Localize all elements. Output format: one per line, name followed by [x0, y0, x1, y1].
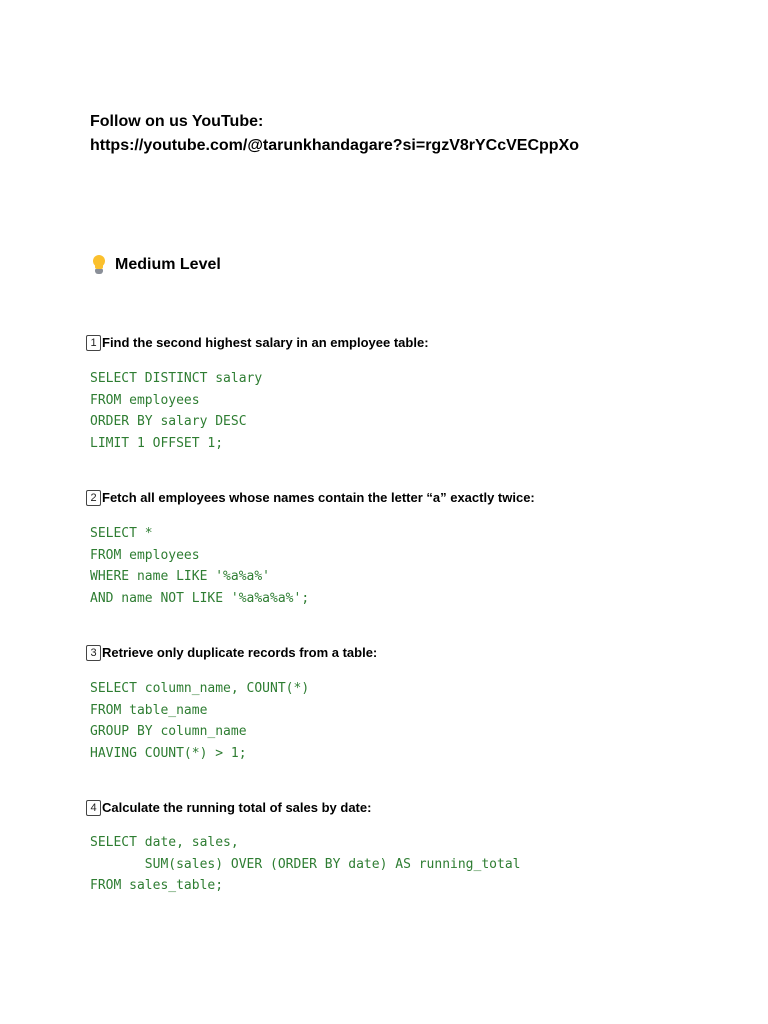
code-line: FROM sales_table;	[90, 878, 224, 894]
youtube-link[interactable]: https://youtube.com/@tarunkhandagare?si=rgzV8rYCcVECppXo	[90, 137, 580, 154]
question-1	[86, 334, 429, 352]
follow-heading: Follow on us YouTube:	[90, 113, 264, 130]
question-2-text: Fetch all employees whose names contain the letter “a” exactly twice:	[102, 490, 535, 505]
code-block-1	[90, 368, 262, 454]
code-line: HAVING COUNT(*) > 1;	[90, 745, 247, 761]
number-2-keycap-icon: 2	[86, 490, 101, 506]
code-line: AND name NOT LIKE '%a%a%a%';	[90, 590, 310, 606]
code-block-2	[90, 523, 309, 609]
code-line: FROM table_name	[90, 702, 208, 718]
lightbulb-icon	[90, 254, 108, 276]
code-line: SELECT date, sales,	[90, 835, 239, 850]
code-block-3	[90, 678, 309, 764]
section-heading	[90, 253, 221, 277]
code-line: SUM(sales) OVER (ORDER BY date) AS running_total	[90, 856, 521, 872]
code-line: LIMIT 1 OFFSET 1;	[90, 435, 224, 451]
code-line: GROUP BY column_name	[90, 724, 247, 740]
code-line: SELECT column_name, COUNT(*)	[90, 681, 310, 696]
number-1-keycap-icon: 1	[86, 335, 101, 351]
code-line: FROM employees	[90, 392, 200, 408]
question-3-text: Retrieve only duplicate records from a table:	[102, 645, 378, 660]
number-4-keycap-icon: 4	[86, 800, 101, 816]
code-line: SELECT *	[90, 526, 153, 541]
follow-youtube-block	[90, 110, 579, 158]
section-title: Medium Level	[115, 256, 221, 273]
number-3-keycap-icon: 3	[86, 645, 101, 661]
code-line: FROM employees	[90, 547, 200, 563]
question-4	[86, 799, 371, 817]
code-line: WHERE name LIKE '%a%a%'	[90, 569, 271, 585]
code-block-4	[90, 832, 520, 897]
question-2	[86, 489, 535, 507]
code-line: ORDER BY salary DESC	[90, 414, 247, 430]
code-line: SELECT DISTINCT salary	[90, 371, 263, 386]
question-3	[86, 644, 377, 662]
question-1-text: Find the second highest salary in an employee table:	[102, 335, 429, 350]
question-4-text: Calculate the running total of sales by date:	[102, 800, 372, 815]
